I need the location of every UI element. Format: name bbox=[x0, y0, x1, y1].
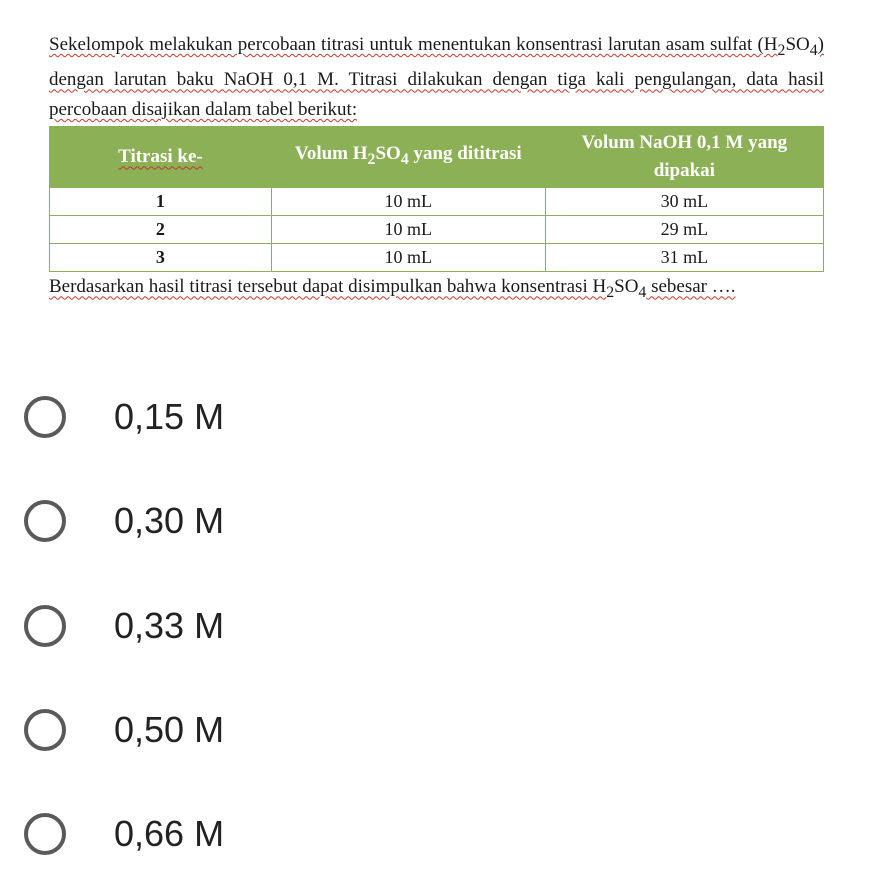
table-header-row bbox=[50, 127, 824, 188]
question-intro: Sekelompok melakukan percobaan titrasi untuk menentukan konsentrasi larutan asam sulfat $(H_2SO_4)$ dengan larutan baku NaOH 0,1 M. Titrasi dilakukan dengan tiga kali pengulangan, data hasil percobaan disajikan dalam tabel berikut: bbox=[49, 34, 824, 120]
radio-button[interactable] bbox=[24, 605, 66, 647]
table-row bbox=[50, 244, 824, 272]
option-4[interactable] bbox=[24, 700, 424, 760]
table-row bbox=[50, 188, 824, 216]
option-1[interactable] bbox=[24, 387, 424, 447]
cell-h2so4: 10 mL bbox=[271, 244, 545, 272]
option-label: 0,66 M bbox=[114, 813, 225, 854]
option-3[interactable] bbox=[24, 596, 424, 656]
cell-naoh: 30 mL bbox=[545, 188, 823, 216]
option-label: 0,30 M bbox=[114, 500, 225, 541]
option-5[interactable] bbox=[24, 804, 424, 864]
option-label: 0,33 M bbox=[114, 605, 225, 646]
option-label: 0,50 M bbox=[114, 709, 225, 750]
radio-button[interactable] bbox=[24, 709, 66, 751]
header-volum-naoh: Volum NaOH 0,1 M yang dipakai bbox=[545, 127, 823, 188]
question-card bbox=[49, 30, 824, 308]
cell-naoh: 31 mL bbox=[545, 244, 823, 272]
radio-button[interactable] bbox=[24, 396, 66, 438]
cell-no: 3 bbox=[50, 244, 272, 272]
cell-h2so4: 10 mL bbox=[271, 216, 545, 244]
titration-table bbox=[49, 126, 824, 272]
header-volum-h2so4: Volum $H_2SO_4$ yang dititrasi bbox=[271, 127, 545, 188]
cell-h2so4: 10 mL bbox=[271, 188, 545, 216]
radio-button[interactable] bbox=[24, 500, 66, 542]
option-2[interactable] bbox=[24, 491, 424, 551]
question-conclusion: Berdasarkan hasil titrasi tersebut dapat disimpulkan bahwa konsentrasi $H_2SO_4$ sebesar …. bbox=[49, 276, 736, 302]
cell-no: 1 bbox=[50, 188, 272, 216]
cell-naoh: 29 mL bbox=[545, 216, 823, 244]
radio-button[interactable] bbox=[24, 813, 66, 855]
header-titrasi: Titrasi ke- bbox=[50, 127, 272, 188]
table-row bbox=[50, 216, 824, 244]
cell-no: 2 bbox=[50, 216, 272, 244]
option-label: 0,15 M bbox=[114, 396, 225, 437]
